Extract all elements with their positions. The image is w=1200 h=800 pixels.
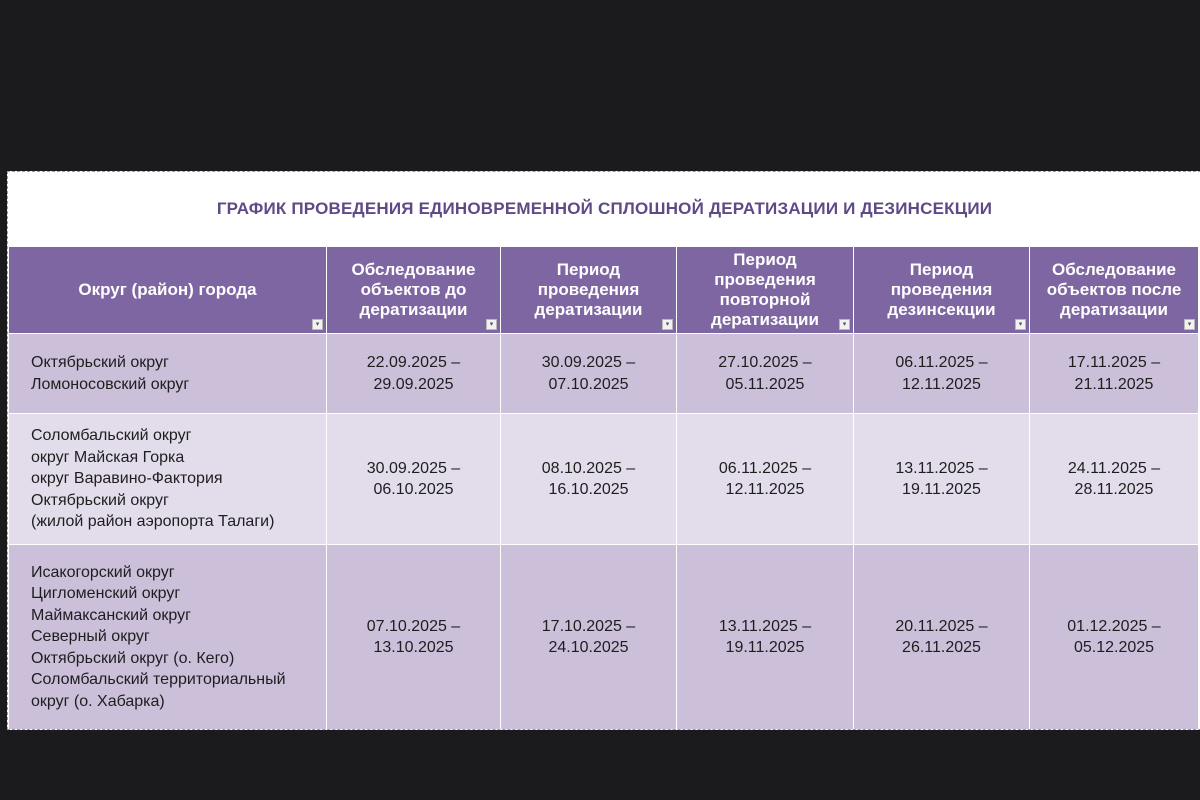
- filter-dropdown-icon[interactable]: ▾: [662, 319, 673, 330]
- district-name: Октябрьский округ: [31, 491, 169, 509]
- date-end: 06.10.2025: [373, 481, 454, 498]
- table-row: [9, 545, 1199, 730]
- district-cell: [9, 414, 327, 545]
- date-cell: [677, 414, 854, 545]
- header-line: Округ (район) города: [78, 280, 257, 299]
- date-start: 06.11.2025 –: [718, 459, 812, 477]
- date-cell: [1030, 334, 1199, 414]
- schedule-sheet: [7, 171, 1200, 730]
- header-line: Период: [733, 250, 797, 269]
- district-name: Маймаксанский округ: [31, 606, 191, 624]
- header-inspection-before: [327, 247, 501, 334]
- date-cell: [854, 545, 1030, 730]
- date-start: 20.11.2025 –: [895, 617, 988, 635]
- header-row: [9, 247, 1199, 334]
- date-cell: [501, 545, 677, 730]
- date-end: 07.10.2025: [548, 375, 629, 393]
- date-cell: [327, 545, 501, 730]
- district-name: Соломбальский округ: [31, 427, 192, 445]
- date-start: 17.11.2025 –: [1067, 354, 1161, 371]
- header-line: объектов после: [1046, 280, 1182, 299]
- header-line: Обследование: [351, 260, 476, 279]
- date-start: 30.09.2025 –: [366, 459, 461, 477]
- date-start: 06.11.2025 –: [895, 354, 988, 371]
- header-inspection-after: [1030, 247, 1199, 334]
- district-name: Северный округ: [31, 628, 150, 646]
- district-name: Ломоносовский округ: [31, 375, 190, 393]
- date-start: 01.12.2025 –: [1067, 617, 1161, 635]
- date-cell: [327, 334, 501, 414]
- district-name: Исакогорский округ: [31, 563, 175, 581]
- filter-dropdown-icon[interactable]: ▾: [1184, 319, 1195, 330]
- header-line: проведения: [537, 280, 640, 299]
- table-row: [9, 414, 1199, 545]
- date-start: 24.11.2025 –: [1067, 459, 1161, 477]
- date-start: 30.09.2025 –: [541, 354, 636, 371]
- district-name: Цигломенский округ: [31, 585, 181, 603]
- header-line: Период: [909, 260, 974, 279]
- date-start: 22.09.2025 –: [366, 354, 461, 371]
- date-cell: [1030, 545, 1199, 730]
- district-name: (жилой район аэропорта Талаги): [31, 513, 275, 531]
- header-line: Период: [556, 260, 621, 279]
- district-cell: [9, 334, 327, 414]
- date-end: 05.11.2025: [725, 375, 805, 393]
- header-line: проведения: [890, 280, 993, 299]
- header-disinsection-period: [854, 247, 1030, 334]
- filter-dropdown-icon[interactable]: ▾: [312, 319, 323, 330]
- header-repeat-deratization-period: [677, 247, 854, 334]
- district-name: Соломбальский территориальный: [31, 671, 286, 689]
- district-name: округ Майская Горка: [31, 448, 185, 466]
- date-end: 26.11.2025: [902, 639, 981, 656]
- schedule-table: [8, 246, 1199, 730]
- header-deratization-period: [501, 247, 677, 334]
- date-cell: [327, 414, 501, 545]
- date-start: 13.11.2025 –: [895, 459, 988, 477]
- date-cell: [677, 334, 854, 414]
- district-name: Октябрьский округ (о. Кего): [31, 649, 235, 667]
- header-line: дезинсекции: [887, 300, 996, 319]
- date-cell: [677, 545, 854, 730]
- date-end: 19.11.2025: [902, 481, 981, 498]
- date-end: 28.11.2025: [1074, 481, 1154, 498]
- date-end: 29.09.2025: [373, 375, 454, 393]
- table-row: [9, 334, 1199, 414]
- date-cell: [1030, 414, 1199, 545]
- date-cell: [501, 334, 677, 414]
- date-end: 12.11.2025: [725, 481, 805, 498]
- header-line: дератизации: [534, 300, 643, 319]
- date-end: 21.11.2025: [1074, 375, 1154, 393]
- header-line: проведения: [714, 270, 816, 289]
- district-cell: [9, 545, 327, 730]
- date-cell: [854, 414, 1030, 545]
- date-end: 13.10.2025: [373, 639, 454, 656]
- district-name: округ (о. Хабарка): [31, 692, 165, 710]
- date-end: 16.10.2025: [548, 481, 629, 498]
- district-name: Октябрьский округ: [31, 354, 169, 371]
- header-line: повторной: [719, 290, 811, 309]
- date-cell: [854, 334, 1030, 414]
- date-cell: [501, 414, 677, 545]
- date-start: 07.10.2025 –: [366, 617, 461, 635]
- date-start: 17.10.2025 –: [541, 617, 636, 635]
- page-title: ГРАФИК ПРОВЕДЕНИЯ ЕДИНОВРЕМЕННОЙ СПЛОШНОЙ ДЕРАТИЗАЦИИ И ДЕЗИНСЕКЦИИ: [216, 199, 993, 218]
- filter-dropdown-icon[interactable]: ▾: [1015, 319, 1026, 330]
- date-start: 08.10.2025 –: [541, 459, 636, 477]
- header-line: дератизации: [359, 300, 468, 319]
- header-line: дератизации: [1060, 300, 1168, 319]
- filter-dropdown-icon[interactable]: ▾: [839, 319, 850, 330]
- filter-dropdown-icon[interactable]: ▾: [486, 319, 497, 330]
- date-start: 27.10.2025 –: [718, 354, 812, 371]
- date-end: 24.10.2025: [548, 639, 629, 656]
- header-line: дератизации: [711, 310, 819, 329]
- date-start: 13.11.2025 –: [718, 617, 812, 635]
- header-line: Обследование: [1051, 260, 1176, 279]
- header-district: [9, 247, 327, 334]
- date-end: 05.12.2025: [1073, 639, 1155, 656]
- header-line: объектов до: [360, 280, 467, 299]
- date-end: 12.11.2025: [902, 375, 981, 393]
- district-name: округ Варавино-Фактория: [31, 470, 223, 488]
- date-end: 19.11.2025: [725, 639, 805, 656]
